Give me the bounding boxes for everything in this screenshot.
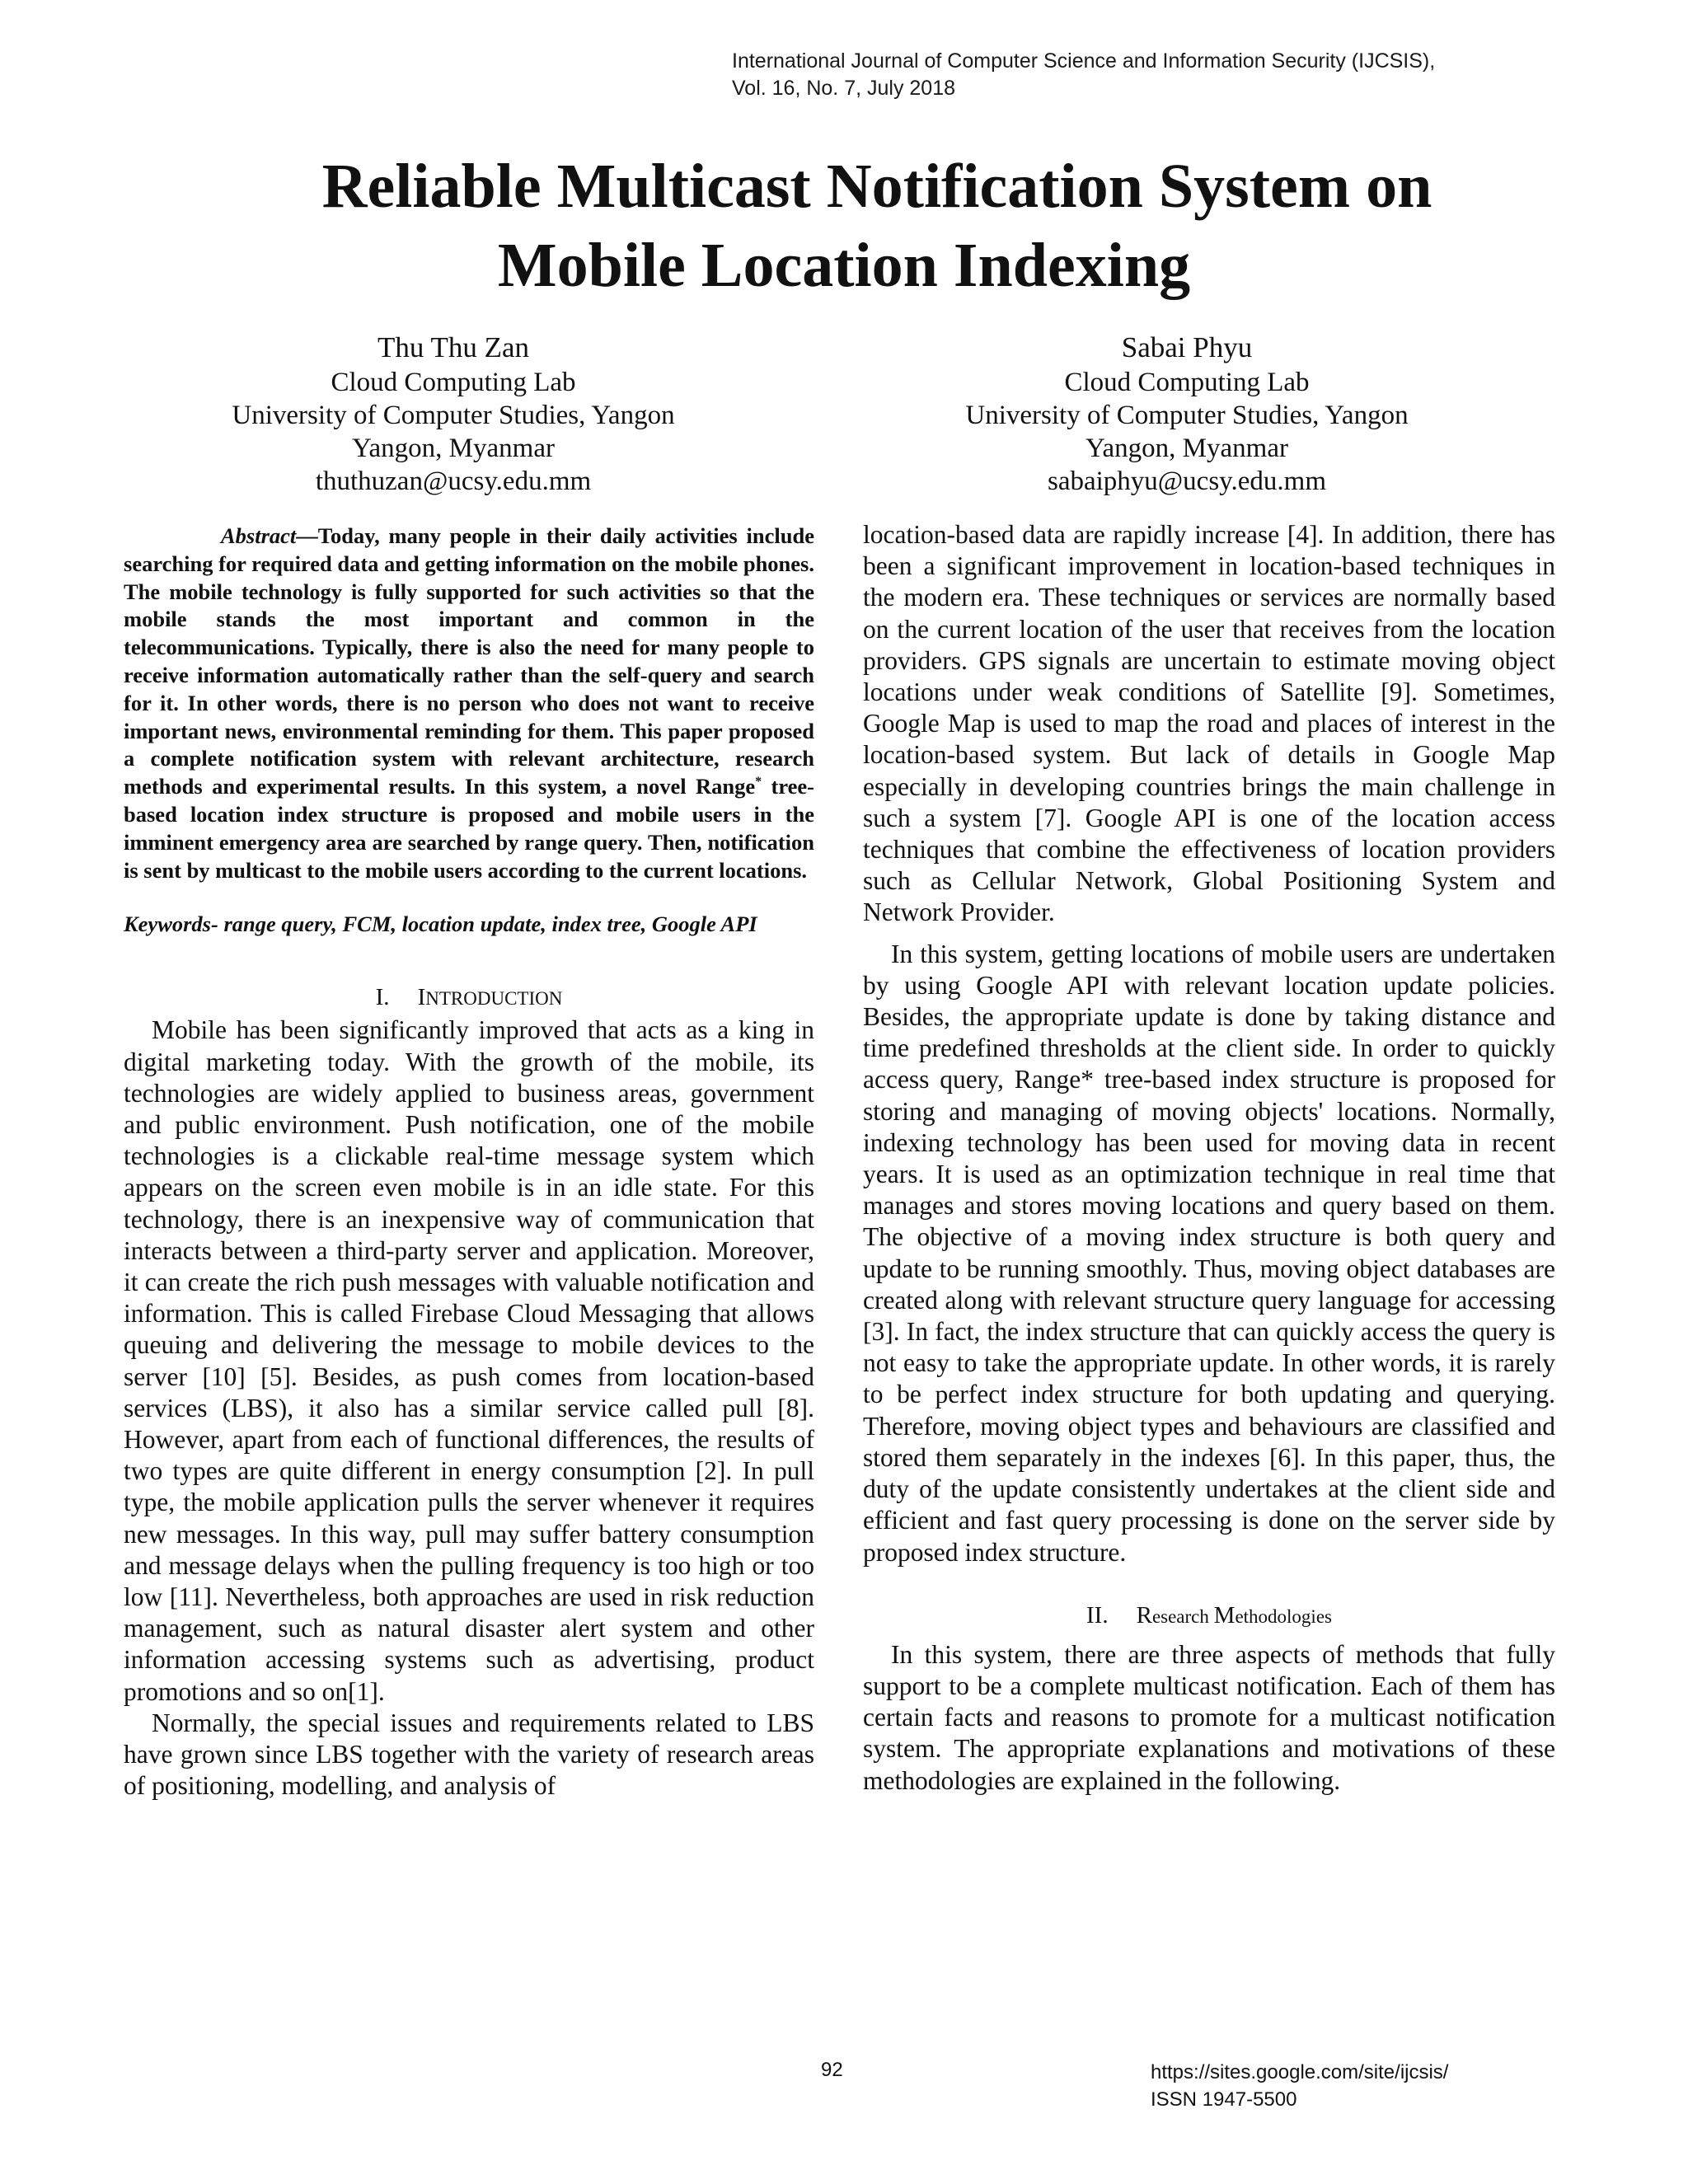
section-title-rest: ethodologies <box>1235 1605 1332 1627</box>
author-lab: Cloud Computing Lab <box>331 368 576 397</box>
paper-title <box>0 147 1688 305</box>
paper-title-line-1: Reliable Multicast Notification System on <box>321 152 1432 221</box>
body-paragraph: location-based data are rapidly increase [4]. In addition, there has been a significant improvement in location-based techniques in the modern era. These techniques or services are normally based on the current location of the user that receives from the location providers. GPS signals are uncertain to estimate moving object locations under weak conditions of Satellite [9]. Sometimes, Google Map is used to map the road and places of interest in the location-based system. But lack of details in Google Map especially in developing countries brings the main challenge in such a system [7]. Google API is one of the location access techniques that combine the effectiveness of location providers such as Cellular Network, Global Positioning System and Network Provider. <box>863 520 1555 927</box>
paper-title-line-2: Mobile Location Indexing <box>497 231 1191 300</box>
keywords: Keywords- range query, FCM, location update, index tree, Google API <box>124 912 757 937</box>
author-block <box>923 330 1451 498</box>
section-heading-research-methodologies <box>863 1600 1555 1633</box>
author-name: Thu Thu Zan <box>377 331 530 363</box>
body-paragraph: In this system, there are three aspects of methods that fully support to be a complete multicast notification. Each of them has certain facts and reasons to promote for a multicast notification system. The appropriate explanations and motivations of these methodologies are explained in the following. <box>863 1639 1555 1795</box>
journal-url[interactable]: https://sites.google.com/site/ijcsis/ <box>1151 2061 1449 2083</box>
abstract-text: —Today, many people in their daily activities include searching for required data and getting information on the mobile phones. The mobile technology is fully supported for such activities so that the mobile stands the most important and common in the telecommunications. Typically, there is also the need for many people to receive information automatically rather than the self-query and search for it. In other words, there is no person who does not want to receive important news, environmental reminding for them. This paper proposed a complete notification system with relevant architecture, research methods and experimental results. In this system, a novel Range <box>124 523 814 799</box>
section-number: II. <box>1086 1601 1109 1629</box>
right-column <box>863 519 1555 1797</box>
section-title-initial: R <box>1136 1601 1152 1629</box>
section-number: I. <box>375 984 390 1011</box>
journal-volume: Vol. 16, No. 7, July 2018 <box>732 77 956 100</box>
author-university: University of Computer Studies, Yangon <box>232 401 675 430</box>
author-university: University of Computer Studies, Yangon <box>965 401 1409 430</box>
author-email[interactable]: sabaiphyu@ucsy.edu.mm <box>1047 466 1327 496</box>
page-number: 92 <box>821 2059 843 2081</box>
section-title-rest: NTRODUCTION <box>425 988 563 1010</box>
author-location: Yangon, Myanmar <box>352 434 555 463</box>
author-email[interactable]: thuthuzan@ucsy.edu.mm <box>315 466 592 496</box>
abstract-text-continued: tree- based location index structure is proposed and mobile users in the imminent emergency area are searched by range query. Then, notification is sent by multicast to the mobile users according to the current locations. <box>124 774 814 883</box>
journal-header <box>732 48 1435 102</box>
section-title-initial: M <box>1213 1601 1236 1629</box>
body-paragraph: Normally, the special issues and requirements related to LBS have grown since LBS together with the variety of research areas of positioning, modelling, and analysis of <box>124 1708 814 1801</box>
body-paragraph: Mobile has been significantly improved that acts as a king in digital marketing today. With the growth of the mobile, its technologies are widely applied to business areas, government and public environment. Push notification, one of the mobile technologies is a clickable real-time message system which appears on the screen even mobile is in an idle state. For this technology, there is an inexpensive way of communication that interacts between a third-party server and application. Moreover, it can create the rich push messages with valuable notification and information. This is called Firebase Cloud Messaging that allows queuing and delivering the message to mobile devices to the server [10] [5]. Besides, as push comes from location-based services (LBS), it also has a similar service called pull [8]. However, apart from each of functional differences, the results of two types are quite different in energy consumption [2]. In pull type, the mobile application pulls the server whenever it requires new messages. In this way, pull may suffer battery consumption and message delays when the pulling frequency is too high or too low [11]. Nevertheless, both approaches are used in risk reduction management, such as natural disaster alert system and other information accessing systems such as advertising, product promotions and so on[1]. <box>124 1015 814 1706</box>
author-lab: Cloud Computing Lab <box>1064 368 1310 397</box>
section-heading-introduction <box>124 982 814 1015</box>
author-location: Yangon, Myanmar <box>1085 434 1288 463</box>
page-footer <box>1151 2059 1448 2113</box>
author-name: Sabai Phyu <box>1121 331 1253 363</box>
abstract <box>124 523 814 884</box>
issn: ISSN 1947-5500 <box>1151 2088 1297 2111</box>
section-title-initial: I <box>417 984 426 1011</box>
abstract-label: Abstract <box>221 523 297 548</box>
left-column <box>124 519 814 1802</box>
journal-name: International Journal of Computer Science and Information Security (IJCSIS), <box>732 49 1436 73</box>
section-title-rest: esearch <box>1151 1605 1214 1627</box>
author-block <box>190 330 717 498</box>
abstract-superscript: * <box>755 775 762 790</box>
body-paragraph: In this system, getting locations of mobile users are undertaken by using Google API with relevant location update policies. Besides, the appropriate update is done by taking distance and time predefined thresholds at the client side. In order to quickly access query, Range* tree-based index structure is proposed for storing and managing of moving objects' locations. Normally, indexing technology has been used for moving data in recent years. It is used as an optimization technique in real time that manages and stores moving locations and query based on them. The objective of a moving index structure is both query and update to be running smoothly. Thus, moving object databases are created along with relevant structure query language for accessing [3]. In fact, the index structure that can quickly access the query is not easy to take the appropriate update. In other words, it is rarely to be perfect index structure for both updating and querying. Therefore, moving object types and behaviours are classified and stored them separately in the indexes [6]. In this paper, thus, the duty of the update consistently undertakes at the client side and efficient and fast query processing is done on the server side by proposed index structure. <box>863 939 1555 1567</box>
